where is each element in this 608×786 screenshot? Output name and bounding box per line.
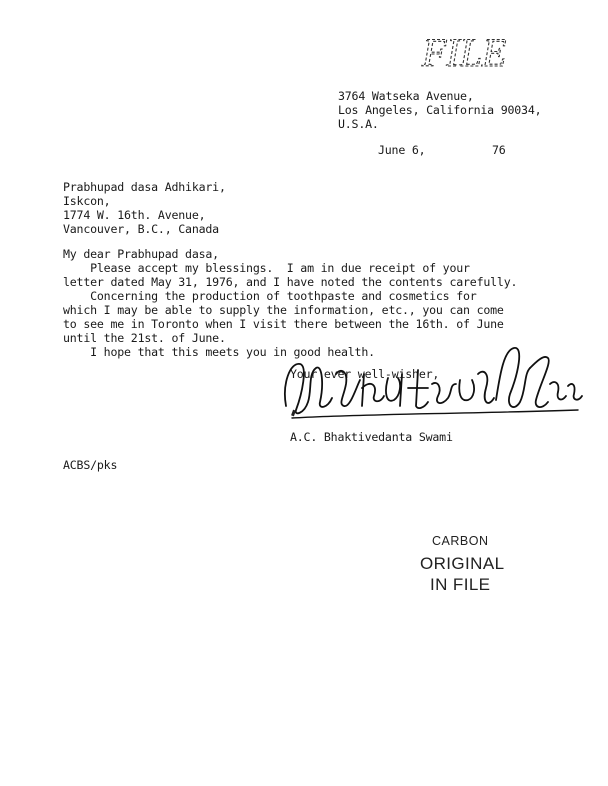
- handwritten-signature: [278, 344, 588, 434]
- carbon-stamp-line-3: IN FILE: [430, 575, 491, 594]
- recipient-line-1: Prabhupad dasa Adhikari,: [63, 180, 226, 194]
- body-line-6: until the 21st. of June.: [63, 331, 226, 345]
- sender-address-line-1: 3764 Watseka Avenue,: [338, 89, 474, 103]
- recipient-line-2: Iskcon,: [63, 194, 111, 208]
- signature-name: A.C. Bhaktivedanta Swami: [290, 430, 453, 444]
- closing: Your ever well-wisher,: [290, 367, 440, 381]
- carbon-stamp-line-1: CARBON: [432, 534, 489, 548]
- body-line-2: letter dated May 31, 1976, and I have noted the contents carefully.: [63, 275, 518, 289]
- date-year: 76: [492, 143, 506, 157]
- file-stamp: [418, 26, 507, 86]
- recipient-line-3: 1774 W. 16th. Avenue,: [63, 208, 206, 222]
- carbon-stamp-line-2: ORIGINAL: [420, 554, 505, 573]
- body-line-3: Concerning the production of toothpaste and cosmetics for: [63, 289, 477, 303]
- sender-address-line-3: U.S.A.: [338, 117, 379, 131]
- file-stamp-text: FILE: [422, 30, 507, 75]
- body-line-4: which I may be able to supply the information, etc., you can come: [63, 303, 504, 317]
- sender-address-line-2: Los Angeles, California 90034,: [338, 103, 542, 117]
- body-line-1: Please accept my blessings. I am in due receipt of your: [63, 261, 470, 275]
- recipient-line-4: Vancouver, B.C., Canada: [63, 222, 219, 236]
- reference-initials: ACBS/pks: [63, 458, 118, 472]
- body-line-7: I hope that this meets you in good health.: [63, 345, 375, 359]
- salutation: My dear Prabhupad dasa,: [63, 247, 219, 261]
- body-line-5: to see me in Toronto when I visit there between the 16th. of June: [63, 317, 504, 331]
- date-month-day: June 6,: [378, 143, 426, 157]
